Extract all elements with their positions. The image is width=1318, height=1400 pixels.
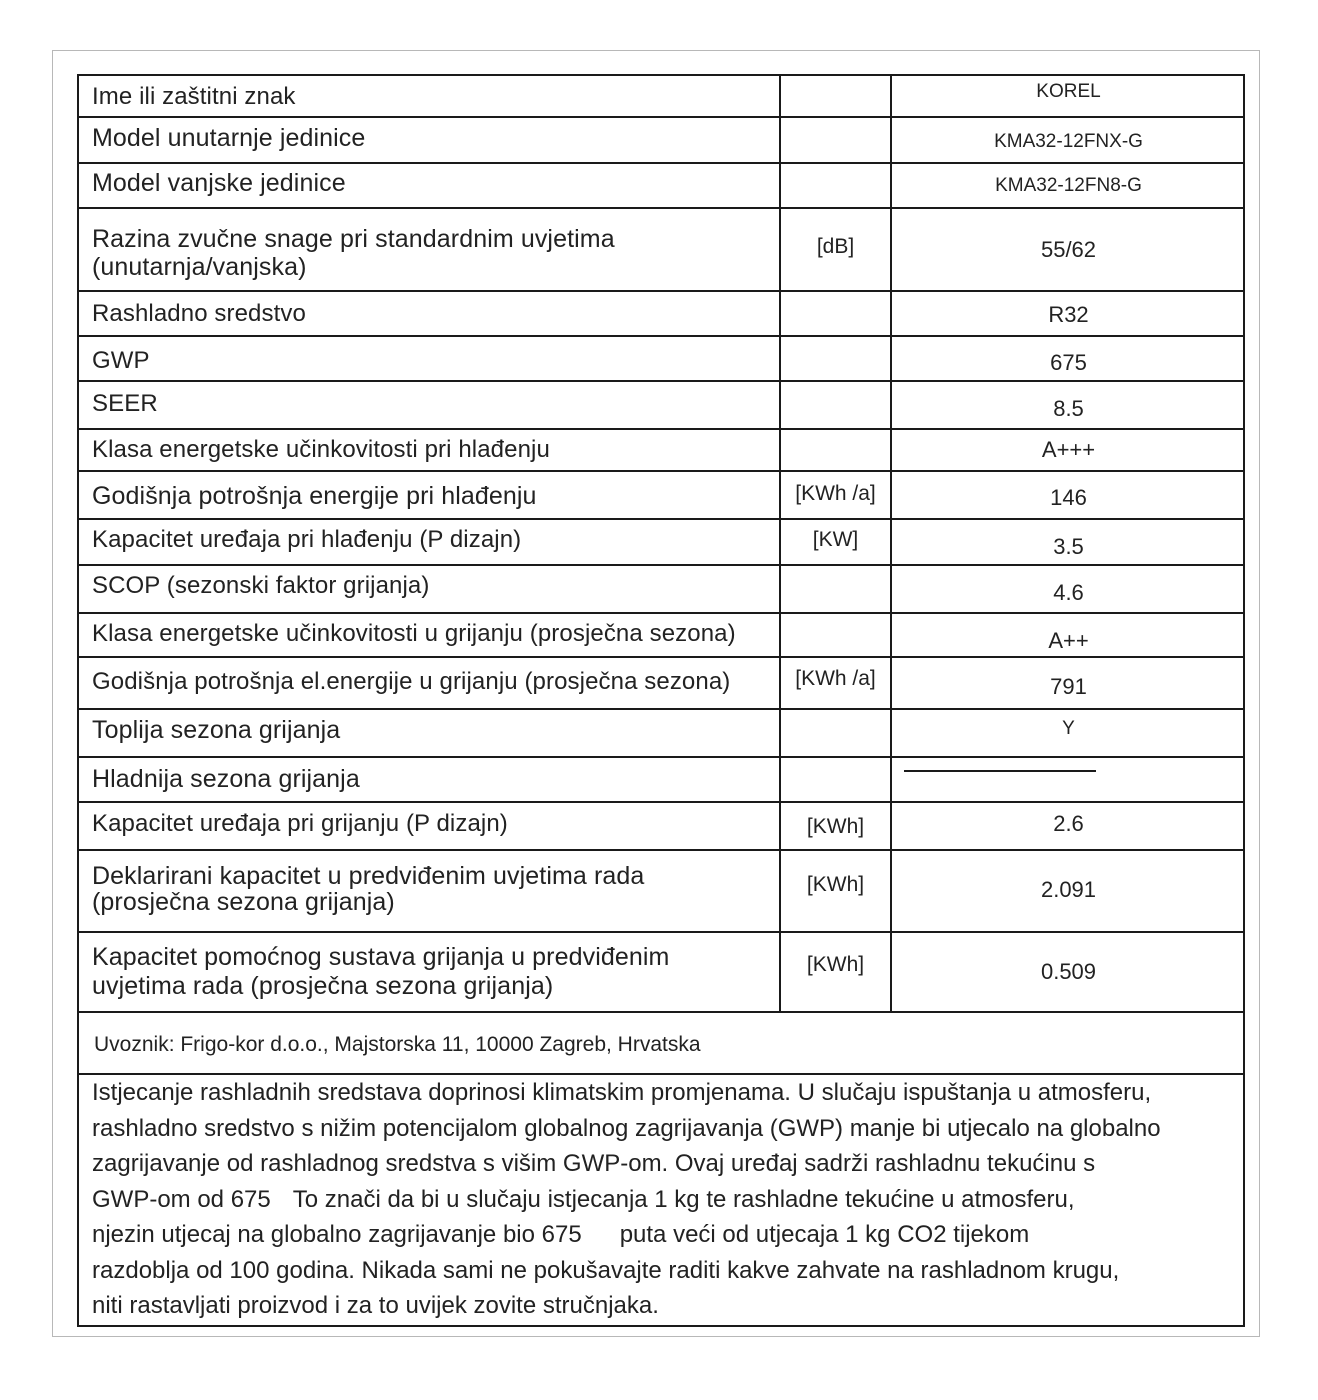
- notice-line: razdoblja od 100 godina. Nikada sami ne pokušavajte raditi kakve zahvate na rashladnom krugu,: [92, 1256, 1120, 1284]
- table-row: [79, 658, 1243, 710]
- table-row: [79, 209, 1243, 292]
- row-label: Kapacitet uređaja pri grijanju (P dizajn): [92, 810, 508, 837]
- row-value: 8.5: [1053, 396, 1084, 421]
- row-label: GWP: [92, 347, 150, 374]
- table-row: [79, 118, 1243, 164]
- row-label: SEER: [92, 390, 158, 417]
- row-value: 791: [1050, 674, 1087, 699]
- row-value: 0.509: [1040, 959, 1097, 984]
- row-label: SCOP (sezonski faktor grijanja): [92, 572, 430, 599]
- table-row: [79, 76, 1243, 118]
- row-unit: [KWh]: [806, 953, 865, 976]
- notice-line: rashladno sredstvo s nižim potencijalom globalnog zagrijavanja (GWP) manje bi utjecalo na globalno: [92, 1114, 1161, 1142]
- row-value: KOREL: [1036, 81, 1101, 102]
- row-value: 675: [1050, 350, 1087, 375]
- row-value: R32: [1048, 302, 1089, 327]
- row-label: Razina zvučne snage pri standardnim uvjetima: [92, 225, 615, 253]
- gwp-value: 675: [230, 1185, 271, 1213]
- table-row: [79, 472, 1243, 520]
- row-value: 146: [1050, 485, 1087, 510]
- row-unit: [KWh /a]: [795, 482, 876, 505]
- notice-text: njezin utjecaj na globalno zagrijavanje bio: [92, 1221, 542, 1248]
- notice-text: puta veći od utjecaja 1 kg CO2 tijekom: [619, 1221, 1030, 1248]
- row-value: KMA32-12FN8-G: [995, 175, 1142, 196]
- table-row: [79, 614, 1243, 658]
- notice-line: [92, 1182, 1242, 1218]
- table-row: [79, 933, 1243, 1013]
- notice-text: GWP-om od: [92, 1185, 231, 1213]
- row-label: Klasa energetske učinkovitosti pri hlađenju: [92, 436, 550, 463]
- row-label: Ime ili zaštitni znak: [92, 83, 296, 110]
- row-label: Godišnja potrošnja energije pri hlađenju: [92, 482, 537, 510]
- row-label-continued: (unutarnja/vanjska): [92, 253, 307, 281]
- gwp-value: 675: [541, 1221, 582, 1248]
- importer-row: [79, 1013, 1243, 1075]
- table-row: [79, 337, 1243, 382]
- table-row: [79, 382, 1243, 430]
- refrigerant-notice: [79, 1075, 1243, 1325]
- table-row: [79, 710, 1243, 758]
- row-unit: [KWh]: [806, 873, 865, 896]
- table-row: [79, 803, 1243, 851]
- row-unit: [dB]: [816, 235, 855, 258]
- row-label: Godišnja potrošnja el.energije u grijanju (prosječna sezona): [92, 668, 731, 695]
- notice-line: niti rastavljati proizvod i za to uvijek zovite stručnjaka.: [92, 1292, 659, 1319]
- row-unit: [KWh /a]: [795, 667, 876, 690]
- row-label: Model unutarnje jedinice: [92, 124, 366, 152]
- row-label: Kapacitet uređaja pri hlađenju (P dizajn): [92, 526, 522, 553]
- row-value: A+++: [1041, 437, 1096, 462]
- row-value: KMA32-12FNX-G: [994, 131, 1143, 152]
- table-row: [79, 164, 1243, 209]
- row-value: 55/62: [1040, 237, 1097, 262]
- row-label: Rashladno sredstvo: [92, 300, 306, 327]
- table-row: [79, 566, 1243, 614]
- row-label: Klasa energetske učinkovitosti u grijanju (prosječna sezona): [92, 620, 736, 647]
- row-value: Y: [1062, 718, 1075, 739]
- row-label: Hladnija sezona grijanja: [92, 765, 360, 793]
- row-label-continued: (prosječna sezona grijanja): [92, 888, 395, 916]
- row-label: Deklarirani kapacitet u predviđenim uvjetima rada: [92, 862, 645, 890]
- row-value: 2.6: [1053, 811, 1084, 836]
- importer-text: Uvoznik: Frigo-kor d.o.o., Majstorska 11, 10000 Zagreb, Hrvatska: [94, 1033, 701, 1056]
- empty-value-line: [904, 770, 1096, 772]
- notice-line: Istjecanje rashladnih sredstava doprinosi klimatskim promjenama. U slučaju ispuštanja u atmosferu,: [92, 1079, 1152, 1106]
- row-value: 3.5: [1053, 534, 1084, 559]
- energy-label-sheet: [77, 74, 1245, 1327]
- row-value: 2.091: [1040, 877, 1097, 902]
- row-value: A++: [1048, 628, 1089, 653]
- table-row: [79, 520, 1243, 566]
- row-label: Model vanjske jedinice: [92, 169, 346, 197]
- notice-text: To znači da bi u slučaju istjecanja 1 kg te rashladne tekućine u atmosferu,: [292, 1185, 1075, 1213]
- row-unit: [KWh]: [806, 815, 865, 838]
- row-label: Kapacitet pomoćnog sustava grijanja u predviđenim: [92, 943, 670, 971]
- table-row: [79, 292, 1243, 337]
- row-label-continued: uvjetima rada (prosječna sezona grijanja): [92, 972, 554, 1000]
- row-value: 4.6: [1053, 580, 1084, 605]
- notice-line: [92, 1217, 1242, 1253]
- notice-line: zagrijavanje od rashladnog sredstva s višim GWP-om. Ovaj uređaj sadrži rashladnu tekućinu s: [92, 1150, 1096, 1177]
- row-label: Toplija sezona grijanja: [92, 716, 341, 744]
- table-row: [79, 851, 1243, 933]
- table-row: [79, 758, 1243, 803]
- row-unit: [KW]: [812, 528, 859, 551]
- table-row: [79, 430, 1243, 472]
